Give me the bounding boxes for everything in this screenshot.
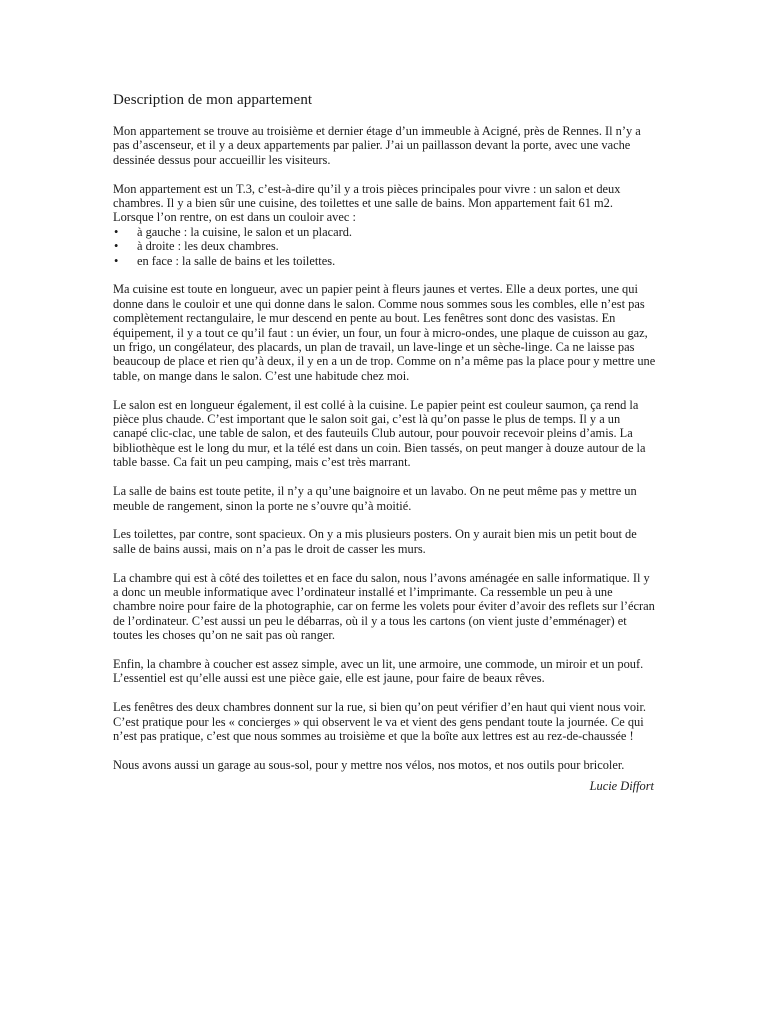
- author-signature: Lucie Diffort: [589, 779, 654, 794]
- paragraph-kitchen: Ma cuisine est toute en longueur, avec un papier peint à fleurs jaunes et vertes. Elle a deux portes, une qui donne dans le couloir et une qui donne dans le salon. Comme nous sommes sous les combles, elle n’est pas complètement rectangulaire, le mur descend en pente au bout. Les fenêtres sont donc des vasistas. En équipement, il y a tout ce qu’il faut : un évier, un four, un four à micro-ondes, une plaque de cuisson au gaz, un frigo, un congélateur, des placards, un plan de travail, un lave-linge et un sèche-linge. Ca ne laisse pas beaucoup de place et rien qu’à deux, il y en a un de trop. Comme on n’a même pas la place pour y mettre une table, on mange dans le salon. C’est une habitude chez moi.: [113, 282, 656, 383]
- list-item: [113, 254, 656, 268]
- paragraph-living-room: Le salon est en longueur également, il est collé à la cuisine. Le papier peint est couleur saumon, ça rend la pièce plus chaude. C’est important que le salon soit gai, c’est là qu’on passe le plus de temps. Il y a un canapé clic-clac, une table de salon, et des fauteuils Club autour, pour pouvoir recevoir pleins d’amis. La bibliothèque est le long du mur, et la télé est dans un coin. Bien tassés, on peut manger à douze autour de la table basse. Ca fait un peu camping, mais c’est très marrant.: [113, 397, 646, 470]
- bullet-icon: •: [114, 253, 119, 268]
- document-title: Description de mon appartement: [113, 92, 313, 108]
- layout-list: [113, 225, 656, 268]
- document-body: [113, 91, 656, 794]
- paragraph-bathroom: La salle de bains est toute petite, il n’y a qu’une baignoire et un lavabo. On ne peut même pas y mettre un meuble de rangement, sinon la porte ne s’ouvre qu’à moitié.: [113, 484, 637, 513]
- paragraph-office: La chambre qui est à côté des toilettes et en face du salon, nous l’avons aménagée en salle informatique. Il y a donc un meuble informatique avec l’ordinateur installé et l’imprimante. Ca ressemble un peu à une chambre noire pour faire de la photographie, car on ferme les volets pour éviter d’avoir des reflets sur l’écran de l’ordinateur. C’est aussi un peu le débarras, où il y a tous les cartons (on vient juste d’emménager) et toutes les choses qu’on ne sait pas où ranger.: [113, 570, 655, 643]
- paragraph-bedroom: Enfin, la chambre à coucher est assez simple, avec un lit, une armoire, une commode, un miroir et un pouf. L’essentiel est qu’elle aussi est une pièce gaie, elle est jaune, pour faire de beaux rêves.: [113, 656, 644, 686]
- list-item-text: en face : la salle de bains et les toilettes.: [137, 253, 336, 268]
- list-item-text: à gauche : la cuisine, le salon et un placard.: [137, 224, 353, 239]
- bullet-icon: •: [114, 224, 119, 239]
- list-item-text: à droite : les deux chambres.: [137, 239, 279, 254]
- paragraph-toilets: Les toilettes, par contre, sont spacieux. On y a mis plusieurs posters. On y aurait bien mis un petit bout de salle de bains aussi, mais on n’a pas le droit de casser les murs.: [113, 527, 637, 556]
- paragraph-intro: Mon appartement se trouve au troisième et dernier étage d’un immeuble à Acigné, près de Rennes. Il n’y a pas d’ascenseur, et il y a deux appartements par palier. J’ai un paillasson devant la porte, avec une vache dessinée dessus pour accueillir les visiteurs.: [113, 124, 641, 167]
- paragraph-garage: Nous avons aussi un garage au sous-sol, pour y mettre nos vélos, nos motos, et nos outils pour bricoler.: [113, 757, 625, 772]
- list-item: [113, 225, 656, 239]
- bullet-icon: •: [114, 239, 119, 254]
- list-item: [113, 239, 656, 253]
- paragraph-windows: Les fenêtres des deux chambres donnent sur la rue, si bien qu’on peut vérifier d’en haut qui vient nous voir. C’est pratique pour les « concierges » qui observent le va et vient des gens pendant toute la journée. Ce qui n’est pas pratique, c’est que nous sommes au troisième et que la boîte aux lettres est au rez-de-chaussée !: [113, 700, 646, 743]
- paragraph-layout: Mon appartement est un T.3, c’est-à-dire qu’il y a trois pièces principales pour vivre : un salon et deux chambres. Il y a bien sûr une cuisine, des toilettes et une salle de bains. Mon appartement fait 61 m2. Lorsque l’on rentre, on est dans un couloir avec :: [113, 181, 621, 225]
